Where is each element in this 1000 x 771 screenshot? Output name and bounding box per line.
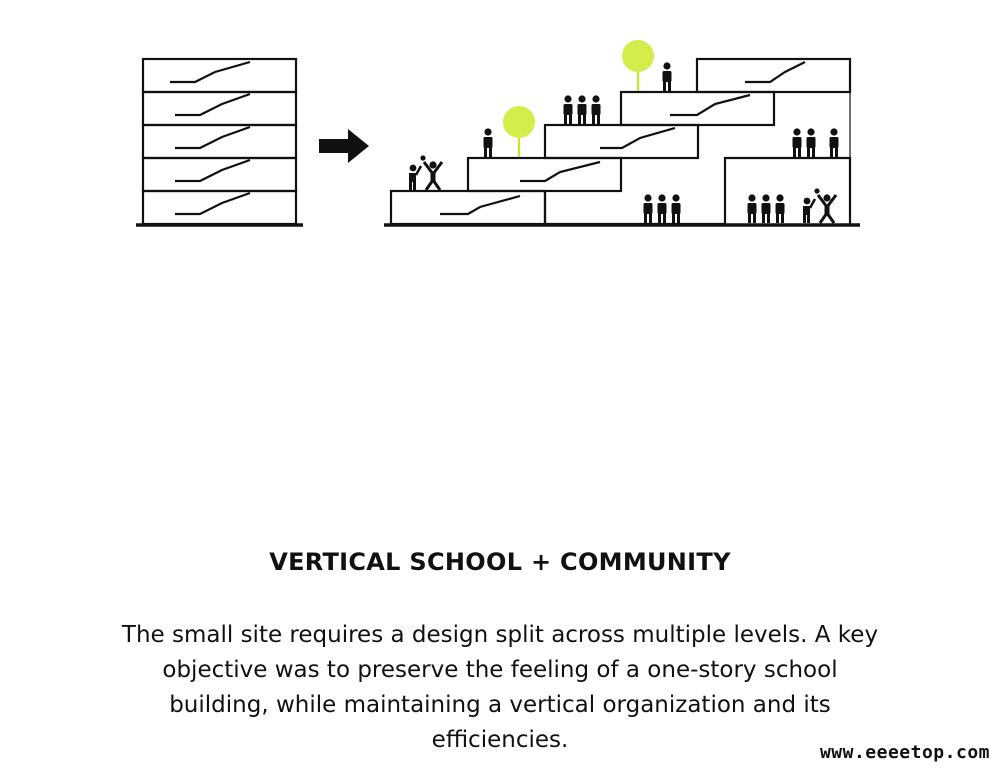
diagram-description: The small site requires a design split across multiple levels. A key objective was to preserve the feeling of a one-story school building, while maintaining a vertical organization and its efficiencies. (121, 622, 879, 753)
watermark: www.eeeetop.com (819, 742, 990, 763)
building-diagram (0, 0, 1000, 260)
tree-icon (503, 106, 535, 157)
stacked-building (136, 59, 303, 225)
transform-arrow (319, 129, 369, 163)
people-figures (409, 62, 839, 223)
diagram-title: VERTICAL SCHOOL + COMMUNITY (269, 548, 731, 576)
tree-icon (622, 40, 654, 91)
terraced-building (384, 59, 860, 225)
